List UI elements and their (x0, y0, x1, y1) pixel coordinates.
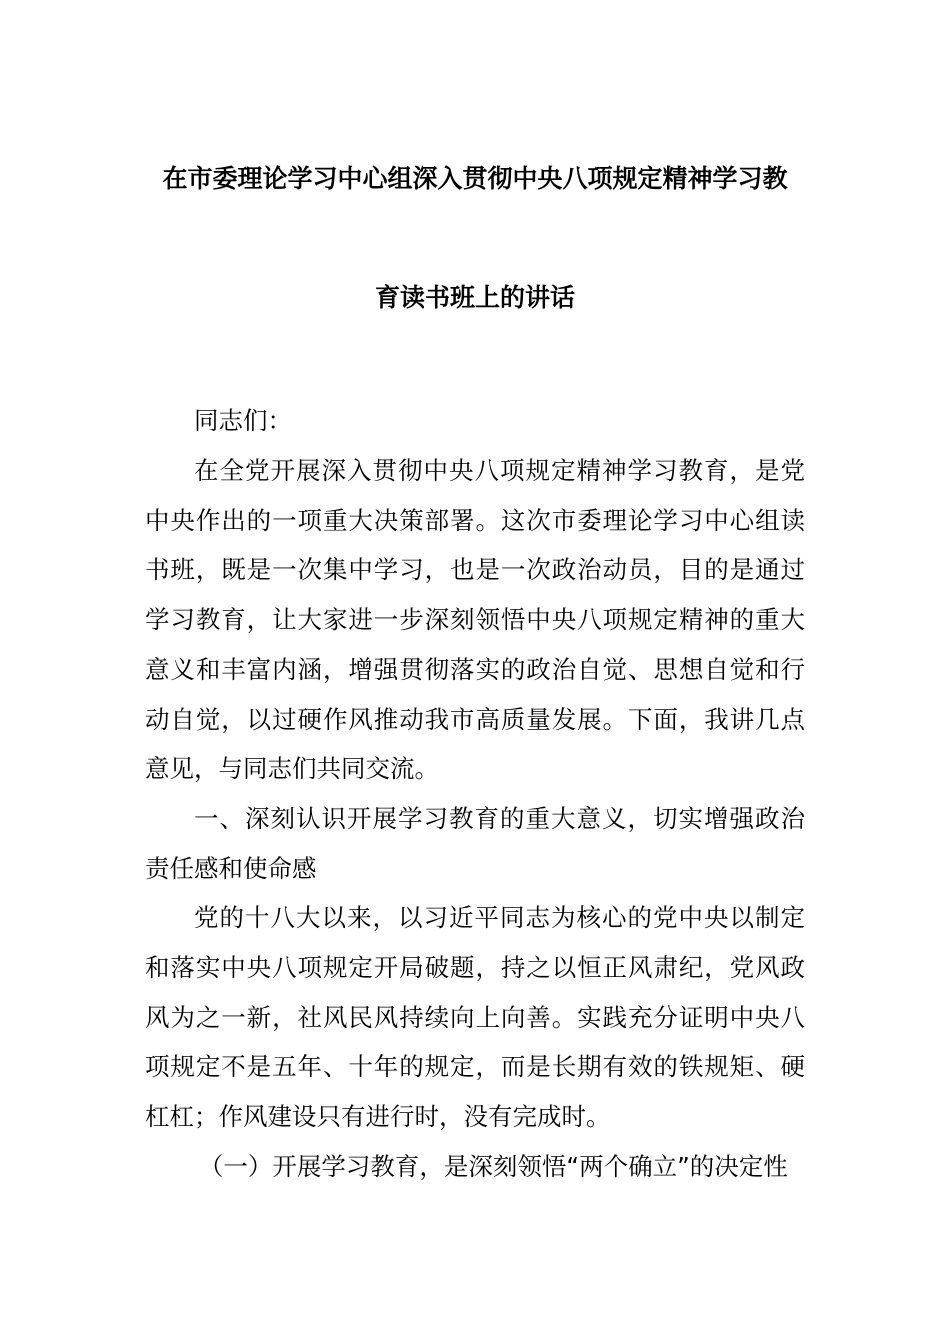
greeting: 同志们： (194, 406, 292, 435)
document-title-line-2: 育读书班上的讲话 (374, 283, 575, 312)
subheading-1: （一）开展学习教育，是深刻领悟“两个确立”的决定性 (198, 1151, 788, 1181)
section-heading-1: 一、深刻认识开展学习教育的重大意义，切实增强政治责任感和使命感 (145, 803, 805, 883)
paragraph-section-1: 党的十八大以来，以习近平同志为核心的党中央以制定和落实中央八项规定开局破题，持之以恒正风肃纪，党风政风为之一新，社风民风持续向上向善。实践充分证明中央八项规定不是五年、十年的规定，而是长期有效的铁规矩、硬杠杠；作风建设只有进行时，没有完成时。 (145, 903, 805, 1132)
document-body (145, 446, 805, 1192)
paragraph-intro: 在全党开展深入贯彻中央八项规定精神学习教育，是党中央作出的一项重大决策部署。这次市委理论学习中心组读书班，既是一次集中学习，也是一次政治动员，目的是通过学习教育，让大家进一步深刻领悟中央八项规定精神的重大意义和丰富内涵，增强贯彻落实的政治自觉、思想自觉和行动自觉，以过硬作风推动我市高质量发展。下面，我讲几点意见，与同志们共同交流。 (145, 456, 805, 784)
document-title-line-1: 在市委理论学习中心组深入贯彻中央八项规定精神学习教 (162, 164, 788, 193)
